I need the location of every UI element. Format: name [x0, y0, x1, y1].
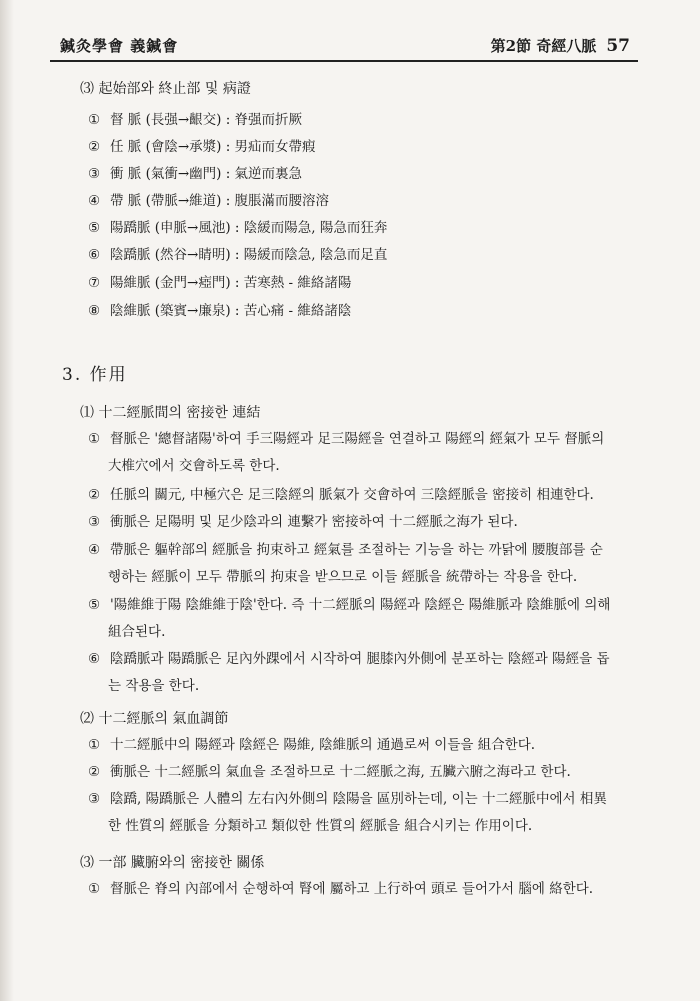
list-item: ② 任 脈 (會陰→承漿) : 男疝而女帶瘕 [88, 139, 316, 155]
list-item: ① 督脈은 '總督諸陽'하여 手三陽經과 足三陽經을 연결하고 陽經의 經氣가 모두 督脈의 大椎穴에서 交會하도록 한다. [88, 431, 605, 474]
list-item: ③ 衝 脈 (氣衝→幽門) : 氣逆而裏急 [88, 166, 303, 182]
list-item: ② 任脈의 關元, 中極穴은 足三陰經의 脈氣가 交會하여 三陰經脈을 密接히 相連한다. [88, 487, 594, 503]
list-item: ④ 帶 脈 (帶脈→維道) : 腹脹滿而腰溶溶 [88, 193, 330, 209]
list-item: ① 十二經脈中의 陽經과 陰經은 陽維, 陰維脈의 通過로써 이들을 組合한다. [88, 737, 536, 753]
list-item: ⑥ 陰蹻脈 (然谷→睛明) : 陽緩而陰急, 陰急而足直 [88, 247, 388, 263]
list-item: ③ 衝脈은 足陽明 및 足少陰과의 連繫가 密接하여 十二經脈之海가 된다. [88, 514, 518, 530]
page-binding-shadow [0, 0, 14, 1001]
section-heading: ⑶ 起始部와 終止部 및 病證 [80, 81, 251, 97]
list-item: ⑥ 陰蹻脈과 陽蹻脈은 足內外踝에서 시작하여 腿膝內外側에 분포하는 陰經과 陽經을 돕 는 작용을 한다. [88, 651, 610, 694]
list-item: ② 衝脈은 十二經脈의 氣血을 조절하므로 十二經脈之海, 五臟六腑之海라고 한다. [88, 764, 571, 780]
list-item: ⑦ 陽維脈 (金門→瘂門) : 苦寒熱 - 維絡諸陽 [88, 275, 352, 291]
subsection-heading: ⑶ 一部 臟腑와의 密接한 關係 [80, 855, 265, 871]
list-item: ⑧ 陰維脈 (築賓→廉泉) : 苦心痛 - 維絡諸陰 [88, 303, 352, 319]
list-item: ① 督脈은 脊의 內部에서 순행하여 腎에 屬하고 上行하여 頭로 들어가서 腦에 絡한다. [88, 881, 594, 897]
subsection-heading: ⑵ 十二經脈의 氣血調節 [80, 711, 229, 727]
header-section-info [491, 35, 630, 56]
list-item: ⑤ 陽蹻脈 (申脈→風池) : 陰緩而陽急, 陽急而狂奔 [88, 220, 388, 236]
document-page: 鍼灸學會 義鍼會 第2節 奇經八脈 57 ⑶ 起始部와 終止部 및 病證 ① 督 脈 (長强→齦交) : 脊强而折厥 ② 任 脈 (會陰→承漿) : 男疝而女帶瘕 ③ 衝 脈 (氣衝→幽門) : 氣逆而裏急 ④ 帶 脈 (帶脈→維道) : 腹脹滿而腰溶溶 ⑤ 陽蹻脈 (申脈→風池) : 陰緩而陽急, 陽急而狂奔 ⑥ 陰蹻脈 (然谷→睛明) : 陽緩而陰急, 陰急而足直 ⑦ 陽維脈 (金門→瘂門) : 苦寒熱 - 維絡諸陽 ⑧ 陰維脈 (築賓→廉泉) : 苦心痛 - 維絡諸陰 3. 作用 ⑴ 十二經脈間의 密接한 連結 ① 督脈은 '總督諸陽'하여 手三陽經과 足三陽經을 연결하고 陽經의 經氣가 모두 督脈의 大椎穴에서 交會하도록 한다. ② 任脈의 關元, 中極穴은 足三陰經의 脈氣가 交會하여 三陰經脈을 密接히 相連한다. ③ 衝脈은 足陽明 및 足少陰과의 連繫가 密接하여 十二經脈之海가 된다. ④ 帶脈은 軀幹部의 經脈을 拘束하고 經氣를 조절하는 기능을 하는 까닭에 腰腹部를 순 행하는 經脈이 모두 帶脈의 拘束을 받으므로 이들 經脈을 統帶하는 작용을 한다. ⑤ '陽維維于陽 陰維維于陰'한다. 즉 十二經脈의 陽經과 陰經은 陽維脈과 陰維脈에 의해 組合된다. ⑥ 陰蹻脈과 陽蹻脈은 足內外踝에서 시작하여 腿膝內外側에 분포하는 陰經과 陽經을 돕 는 작용을 한다. ⑵ 十二經脈의 氣血調節 ① 十二經脈中의 陽經과 陰經은 陽維, 陰維脈의 通過로써 이들을 組合한다. ② 衝脈은 十二經脈의 氣血을 조절하므로 十二經脈之海, 五臟六腑之海라고 한다. ③ 陰蹻, 陽蹻脈은 人體의 左右內外側의 陰陽을 區別하는데, 이는 十二經脈中에서 相異 한 性質의 經脈을 分類하고 類似한 性質의 經脈을 組合시키는 作用이다. ⑶ 一部 臟腑와의 密接한 關係 ① 督脈은 脊의 內部에서 순행하여 腎에 屬하고 上行하여 頭로 들어가서 腦에 絡한다. [0, 0, 700, 1001]
list-item: ⑤ '陽維維于陽 陰維維于陰'한다. 즉 十二經脈의 陽經과 陰經은 陽維脈과 陰維脈에 의해 組合된다. [88, 597, 611, 640]
list-item: ④ 帶脈은 軀幹部의 經脈을 拘束하고 經氣를 조절하는 기능을 하는 까닭에 腰腹部를 순 행하는 經脈이 모두 帶脈의 拘束을 받으므로 이들 經脈을 統帶하는 작용을 한다. [88, 542, 603, 585]
header-section-title: 第2節 奇經八脈 [490, 37, 597, 55]
page-number: 57 [606, 36, 630, 56]
list-item: ③ 陰蹻, 陽蹻脈은 人體의 左右內外側의 陰陽을 區別하는데, 이는 十二經脈中에서 相異 한 性質의 經脈을 分類하고 類似한 性質의 經脈을 組合시키는 作用이다. [88, 791, 607, 834]
running-header [50, 32, 638, 62]
list-item: ① 督 脈 (長强→齦交) : 脊强而折厥 [88, 112, 303, 128]
header-society-name: 鍼灸學會 義鍼會 [60, 37, 179, 55]
subsection-heading: ⑴ 十二經脈間의 密接한 連結 [80, 405, 261, 421]
